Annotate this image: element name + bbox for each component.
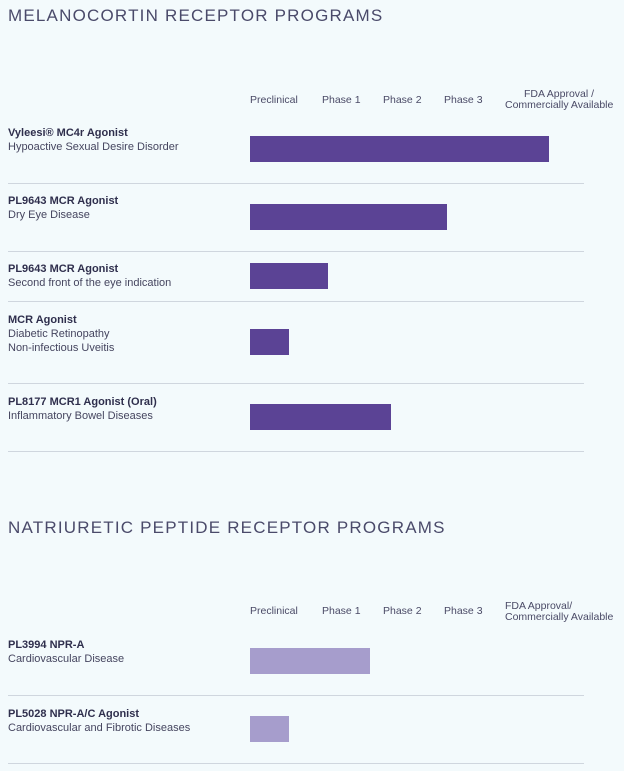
phase-label-phase3: Phase 3: [444, 94, 483, 106]
progress-bar: [250, 329, 289, 355]
row-divider: [8, 383, 584, 384]
program-name: PL8177 MCR1 Agonist (Oral): [8, 396, 157, 408]
program-indication: Cardiovascular and Fibrotic Diseases: [8, 722, 191, 734]
phase-label-phase1: Phase 1: [322, 94, 361, 106]
phase-label-phase2: Phase 2: [383, 94, 422, 106]
phase-label-fda-line1: FDA Approval /: [524, 88, 595, 100]
program-indication: Dry Eye Disease: [8, 209, 90, 221]
progress-bar: [250, 716, 289, 742]
program-name: PL5028 NPR-A/C Agonist: [8, 708, 140, 720]
program-name: PL9643 MCR Agonist: [8, 263, 119, 275]
program-indication: Second front of the eye indication: [8, 277, 172, 289]
row-divider: [8, 451, 584, 452]
section-title-melanocortin: MELANOCORTIN RECEPTOR PROGRAMS: [8, 6, 384, 25]
progress-bar: [250, 648, 370, 674]
program-indication: Inflammatory Bowel Diseases: [8, 410, 153, 422]
progress-bar: [250, 404, 391, 430]
row-divider: [8, 251, 584, 252]
progress-bar: [250, 204, 447, 230]
phase-label-phase2: Phase 2: [383, 605, 422, 617]
section-title-natriuretic: NATRIURETIC PEPTIDE RECEPTOR PROGRAMS: [8, 518, 446, 537]
program-indication: Hypoactive Sexual Desire Disorder: [8, 141, 179, 153]
phase-label-fda-line1: FDA Approval/: [505, 600, 573, 612]
row-divider: [8, 183, 584, 184]
phase-label-preclinical: Preclinical: [250, 605, 298, 617]
phase-label-phase1: Phase 1: [322, 605, 361, 617]
phase-label-fda-line2: Commercially Available: [505, 611, 614, 623]
row-divider: [8, 695, 584, 696]
program-indication: Cardiovascular Disease: [8, 653, 125, 665]
phase-label-preclinical: Preclinical: [250, 94, 298, 106]
phase-label-fda-line2: Commercially Available: [505, 99, 614, 111]
row-divider: [8, 301, 584, 302]
program-name: Vyleesi® MC4r Agonist: [8, 127, 128, 139]
program-name: PL3994 NPR-A: [8, 639, 85, 651]
phase-label-phase3: Phase 3: [444, 605, 483, 617]
progress-bar: [250, 136, 549, 162]
row-divider: [8, 763, 584, 764]
program-indication: Non-infectious Uveitis: [8, 342, 115, 354]
program-indication: Diabetic Retinopathy: [8, 328, 110, 340]
progress-bar: [250, 263, 328, 289]
program-name: PL9643 MCR Agonist: [8, 195, 119, 207]
program-name: MCR Agonist: [8, 314, 77, 326]
